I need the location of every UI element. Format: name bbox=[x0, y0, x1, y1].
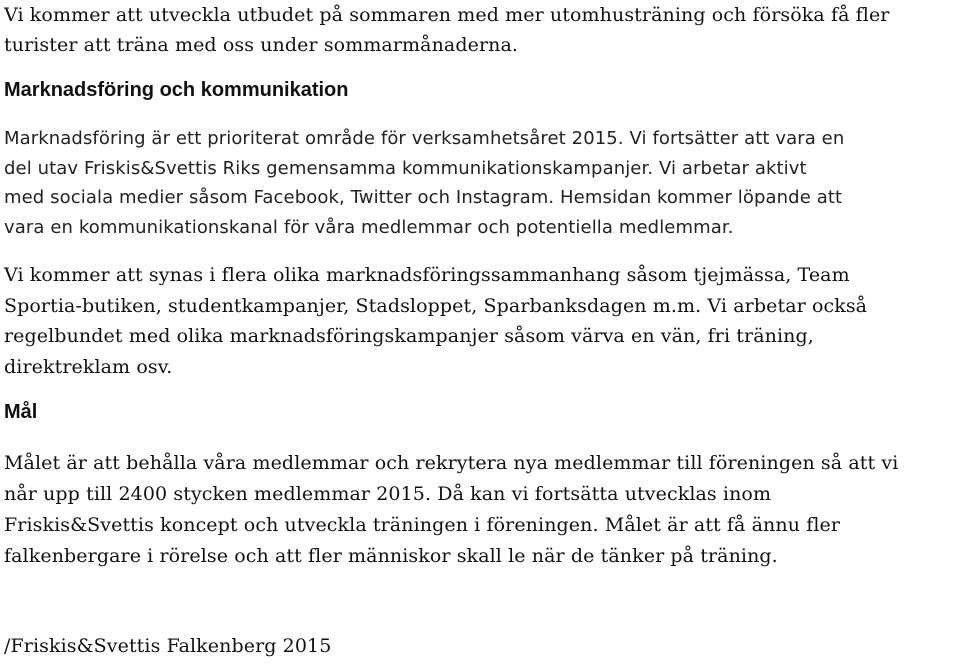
text-line: Målet är att behålla våra medlemmar och rekrytera nya medlemmar till föreningen så att vi bbox=[4, 452, 899, 474]
goal-heading: Mål bbox=[4, 401, 38, 423]
text-line: direktreklam osv. bbox=[4, 355, 173, 378]
text-line: Marknadsföring är ett prioriterat område för verksamhetsåret 2015. Vi fortsätter att vara en bbox=[4, 128, 845, 149]
text-line: når upp till 2400 stycken medlemmar 2015. Då kan vi fortsätta utvecklas inom bbox=[4, 483, 772, 505]
text-line: regelbundet med olika marknadsföringskampanjer såsom värva en vän, fri träning, bbox=[4, 325, 814, 347]
text-line: del utav Friskis&Svettis Riks gemensamma kommunikationskampanjer. Vi arbetar aktivt bbox=[4, 157, 807, 179]
text-line: Friskis&Svettis koncept och utveckla träningen i föreningen. Målet är att få ännu fler bbox=[4, 514, 841, 536]
text-line: Vi kommer att utveckla utbudet på sommaren med mer utomhusträning och försöka få fler bbox=[4, 4, 890, 26]
text-line: Sportia-butiken, studentkampanjer, Stadsloppet, Sparbanksdagen m.m. Vi arbetar också bbox=[4, 294, 868, 317]
goal-paragraph bbox=[4, 448, 898, 572]
text-line: turister att träna med oss under sommarmånaderna. bbox=[4, 34, 519, 56]
text-line: vara en kommunikationskanal för våra medlemmar och potentiella medlemmar. bbox=[4, 216, 734, 238]
text-line: falkenbergare i rörelse och att fler människor skall le när de tänker på träning. bbox=[4, 545, 778, 567]
text-line: Vi kommer att synas i flera olika marknadsföringssammanhang såsom tjejmässa, Team bbox=[4, 264, 850, 286]
marketing-paragraph-2 bbox=[4, 260, 867, 382]
text-line: med sociala medier såsom Facebook, Twitter och Instagram. Hemsidan kommer löpande att bbox=[4, 187, 843, 208]
marketing-heading: Marknadsföring och kommunikation bbox=[4, 79, 349, 101]
intro-paragraph bbox=[4, 0, 890, 60]
marketing-paragraph-1 bbox=[4, 124, 844, 242]
signature: /Friskis&Svettis Falkenberg 2015 bbox=[4, 635, 332, 657]
